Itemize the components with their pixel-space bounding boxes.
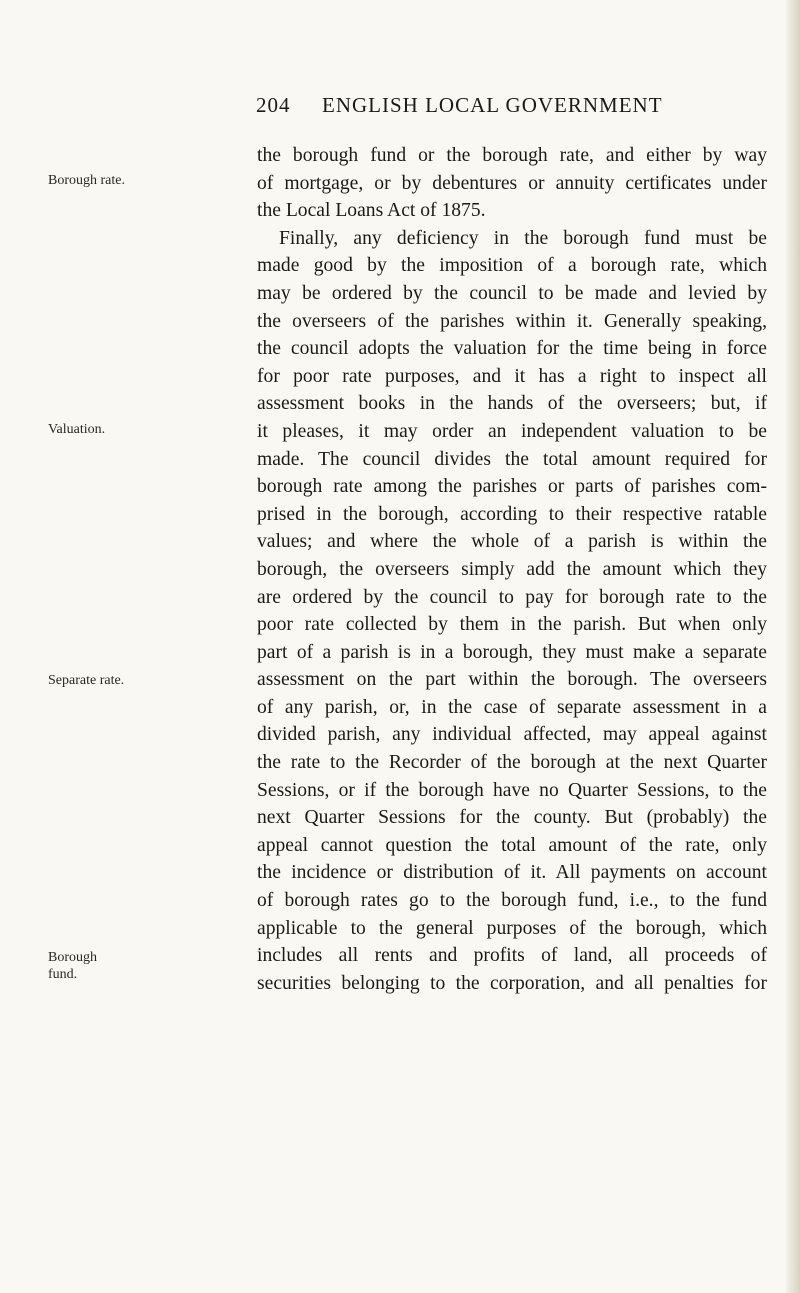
text-line: it pleases, it may order an independent valuation to be xyxy=(257,420,767,442)
margin-note-borough-fund: Borough fund. xyxy=(48,950,97,982)
page-edge-shadow xyxy=(786,0,800,1293)
text-line: made good by the imposition of a borough rate, which xyxy=(257,255,767,277)
text-line: the Local Loans Act of 1875. xyxy=(257,200,486,222)
text-line: appeal cannot question the total amount of the rate, only xyxy=(257,834,767,856)
text-line: of mortgage, or by debentures or annuity certificates under xyxy=(257,172,767,194)
text-line: for poor rate purposes, and it has a right to inspect all xyxy=(257,365,767,387)
text-line: are ordered by the council to pay for borough rate to the xyxy=(257,586,767,608)
text-line: values; and where the whole of a parish is within the xyxy=(257,531,767,553)
text-line: borough, the overseers simply add the amount which they xyxy=(257,558,767,580)
text-line: the borough fund or the borough rate, and either by way xyxy=(257,145,767,166)
page-number: 204 xyxy=(256,93,291,117)
text-line: part of a parish is in a borough, they must make a separate xyxy=(257,641,767,663)
text-line: borough rate among the parishes or parts of parishes com- xyxy=(257,476,767,498)
text-line: prised in the borough, according to their respective ratable xyxy=(257,503,767,525)
margin-note-separate-rate: Separate rate. xyxy=(48,673,125,688)
margin-note-borough-rate: Borough rate. xyxy=(48,173,125,188)
text-line: securities belonging to the corporation, and all penalties for xyxy=(257,972,767,994)
text-line: the rate to the Recorder of the borough at the next Quarter xyxy=(257,752,767,774)
running-head: ENGLISH LOCAL GOVERNMENT xyxy=(322,93,663,117)
text-line: includes all rents and profits of land, all proceeds of xyxy=(257,945,767,967)
text-line: of borough rates go to the borough fund, i.e., to the fund xyxy=(257,890,767,912)
page-header xyxy=(256,93,696,125)
text-line: Finally, any deficiency in the borough fund must be xyxy=(279,227,767,249)
text-line: the overseers of the parishes within it. Generally speaking, xyxy=(257,310,767,332)
body-text xyxy=(257,142,767,997)
text-line: divided parish, any individual affected, may appeal against xyxy=(257,724,767,746)
text-line: applicable to the general purposes of the borough, which xyxy=(257,917,767,939)
text-line: of any parish, or, in the case of separate assessment in a xyxy=(257,696,767,718)
text-line: the incidence or distribution of it. All payments on account xyxy=(257,862,767,884)
text-line: may be ordered by the council to be made and levied by xyxy=(257,282,767,304)
text-line: Sessions, or if the borough have no Quarter Sessions, to the xyxy=(257,779,767,801)
text-line: assessment on the part within the borough. The overseers xyxy=(257,669,767,691)
text-line: made. The council divides the total amount required for xyxy=(257,448,767,470)
margin-note-valuation: Valuation. xyxy=(48,422,106,437)
text-line: the council adopts the valuation for the time being in force xyxy=(257,338,767,360)
text-line: assessment books in the hands of the overseers; but, if xyxy=(257,393,767,415)
text-line: poor rate collected by them in the parish. But when only xyxy=(257,614,767,636)
text-line: next Quarter Sessions for the county. But (probably) the xyxy=(257,807,767,829)
